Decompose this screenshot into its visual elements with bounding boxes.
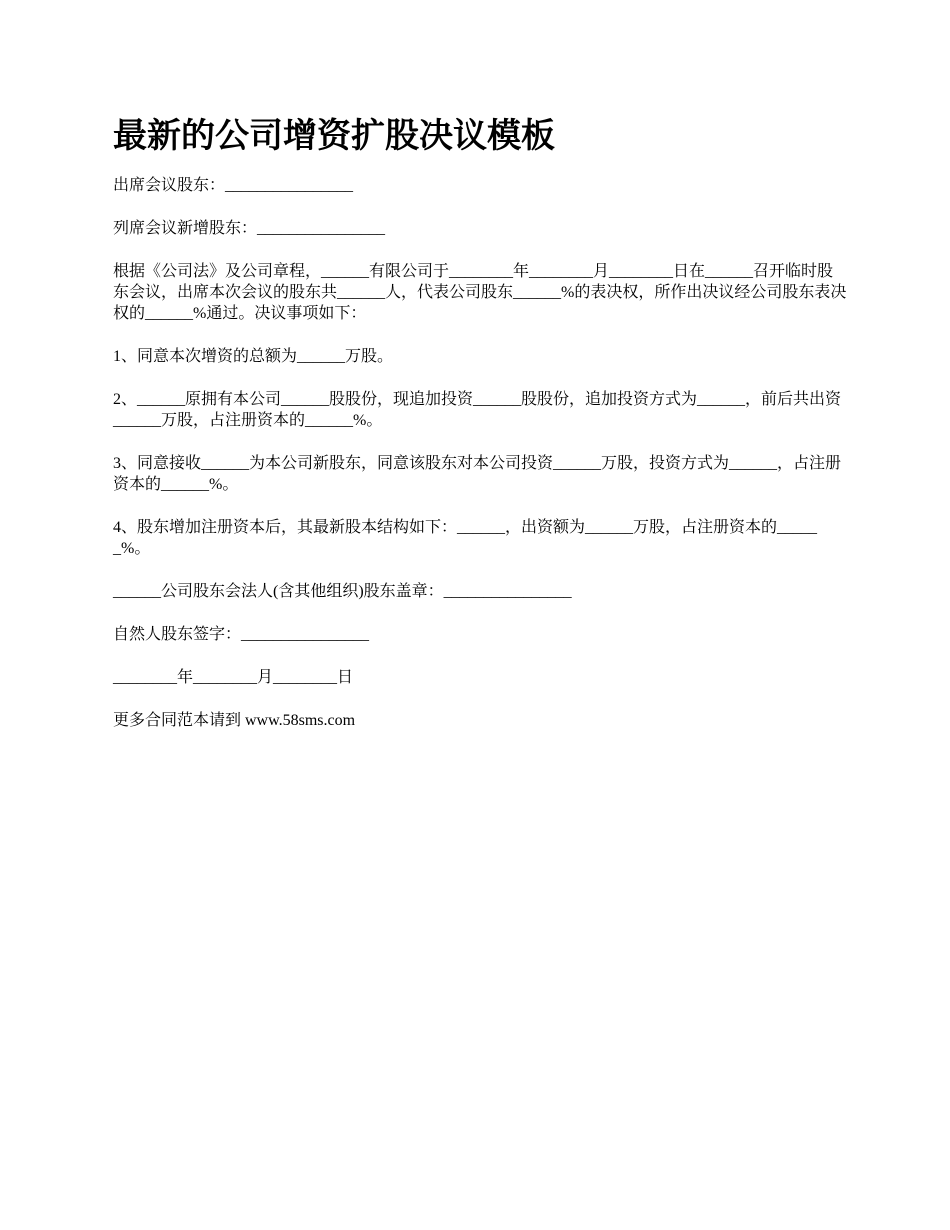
new-shareholders-line: 列席会议新增股东：________________ [113,220,386,237]
footer-website-note: 更多合同范本请到 www.58sms.com [113,712,356,729]
resolution-item-1: 1、同意本次增资的总额为______万股。 [113,348,394,365]
document-title: 最新的公司增资扩股决议模板 [113,116,555,156]
resolution-item-3: 3、同意接收______为本公司新股东，同意该股东对本公司投资______万股，投资方式为______，占注册资本的______%。 [113,455,842,493]
corporate-seal-line: ______公司股东会法人(含其他组织)股东盖章：________________ [113,583,572,600]
date-line: ________年________月________日 [113,669,354,686]
document-page [113,114,848,753]
meeting-preamble-paragraph: 根据《公司法》及公司章程，______有限公司于________年________月________日在______召开临时股东会议，出席本次会议的股东共______人，代表公司股东______%的表决权，所作出决议经公司股东表决权的______%通过。决议事项如下： [113,263,847,322]
resolution-item-4: 4、股东增加注册资本后，其最新股本结构如下：______，出资额为______万股，占注册资本的______%。 [113,519,818,557]
attending-shareholders-line: 出席会议股东：________________ [113,177,354,194]
natural-person-signature-line: 自然人股东签字：________________ [113,626,370,643]
resolution-item-2: 2、______原拥有本公司______股股份，现追加投资______股股份，追加投资方式为______，前后共出资______万股，占注册资本的______%。 [113,391,842,429]
